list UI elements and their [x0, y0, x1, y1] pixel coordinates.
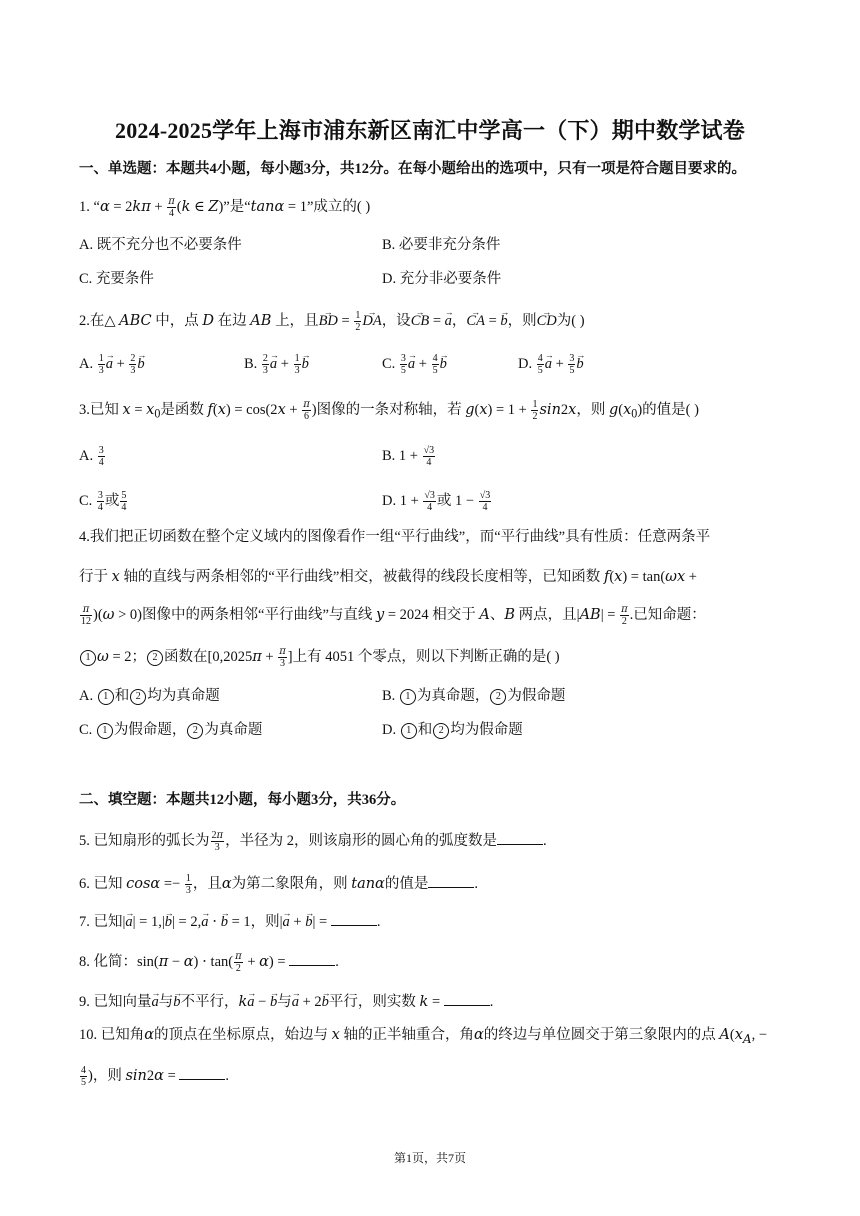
question-4-line-2: 行于 x 轴的直线与两条相邻的“平行曲线”相交，被截得的线段长度相等，已知函数 f(x) = tan(ωx + [79, 569, 697, 585]
q1-option-b[interactable]: B. 必要非充分条件 [382, 237, 501, 253]
question-4-line-3: $\frac{\pi}{12}$ )(ω > 0)图像中的两条相邻“平行曲线”与直线 y = 2024 相交于 A、B 两点，且|AB| = $\frac{\pi}{2}$ .已知命题： [81, 604, 706, 627]
question-10-line-1: 10. 已知角α的顶点在坐标原点，始边与 x 轴的正半轴重合，角α的终边与单位圆交于第三象限内的点 $A(x_A$, − [79, 1027, 768, 1046]
q3-option-b[interactable]: B. 1 + $\frac{√3}{4}$ [382, 445, 435, 468]
question-2: 2.在△ ABC 中，点 D 在边 AB 上，且→ BD = $\frac{1}{2}$ → DA，设→ CB = → a，→ CA = → b，则→ CD为( ) [79, 310, 585, 333]
q2-option-d[interactable]: D. $\frac{4}{5}$ → a + $\frac{3}{5}$ → b [518, 353, 584, 376]
question-7: 7. 已知|→ a| = 1,|→ b| = 2,→ a ⋅ → b = 1，则|→ a + → b| = . [79, 912, 380, 932]
q1-option-c[interactable]: C. 充要条件 [79, 271, 154, 287]
q1-option-a[interactable]: A. 既不充分也不必要条件 [79, 237, 242, 253]
question-1: 1. “α = 2kπ + $\frac{\pi}{4}$ (k ∈ Z)”是“tanα = 1”成立的( ) [79, 196, 371, 219]
q1-option-d[interactable]: D. 充分非必要条件 [382, 271, 502, 287]
q4-option-c[interactable]: C. 1 为假命题， 2 为真命题 [79, 722, 263, 738]
q4-option-b[interactable]: B. 1 为真命题， 2 为假命题 [382, 688, 566, 704]
section-fill-in-heading: 二、填空题：本题共12小题，每小题3分，共36分。 [79, 792, 406, 808]
question-10-line-2: $\frac{4}{5}$ )，则 sin2α = . [81, 1065, 229, 1088]
answer-blank[interactable] [179, 1067, 225, 1080]
question-8: 8. 化简：sin(π − α) ⋅ tan( $\frac{\pi}{2}$ + α) = . [79, 951, 339, 974]
q3-option-a[interactable]: A. $\frac{3}{4}$ [79, 445, 104, 468]
q2-option-c[interactable]: C. $\frac{3}{5}$ → a + $\frac{4}{5}$ → b [382, 353, 447, 376]
answer-blank[interactable] [497, 832, 543, 845]
page-footer: 第1页，共7页 [393, 1151, 466, 1165]
question-9: 9. 已知向量→ a与→ b不平行，k→ a − → b与→ a + 2→ b平行，则实数 k = . [79, 992, 493, 1012]
page-title: 2024-2025学年上海市浦东新区南汇中学高一（下）期中数学试卷 [115, 118, 745, 143]
question-6: 6. 已知 cosα =− $\frac{1}{3}$ ，且α为第二象限角，则 tanα的值是 . [79, 873, 478, 896]
question-5: 5. 已知扇形的弧长为 $\frac{2\pi}{3}$ ，半径为 2，则该扇形的圆心角的弧度数是 . [79, 830, 547, 853]
section-single-choice-heading: 一、单选题：本题共4小题，每小题3分，共12分。在每小题给出的选项中，只有一项是符合题目要求的。 [79, 161, 746, 177]
question-4-line-1: 4.我们把正切函数在整个定义域内的图像看作一组“平行曲线”，而“平行曲线”具有性质：任意两条平 [79, 529, 711, 545]
q2-option-b[interactable]: B. $\frac{2}{3}$ → a + $\frac{1}{3}$ → b [244, 353, 309, 376]
q2-option-a[interactable]: A. $\frac{1}{3}$ → a + $\frac{2}{3}$ → b [79, 353, 145, 376]
question-number: 1. [79, 198, 90, 215]
answer-blank[interactable] [428, 875, 474, 888]
question-3: 3.已知 $x = x_0$是函数 f(x) = cos(2x + $\frac{\pi}{6}$ )图像的一条对称轴，若 g(x) = 1 + $\frac{1}{2}$ sin2x，则 $g(x_0)$的值是( ) [79, 399, 699, 422]
q4-option-a[interactable]: A. 1 和 2 均为真命题 [79, 688, 220, 704]
question-4-line-4: 1 ω = 2； 2 函数在[0,2025π + $\frac{\pi}{3}$ ]上有 4051 个零点，则以下判断正确的是( ) [79, 646, 560, 669]
answer-blank[interactable] [331, 913, 377, 926]
answer-blank[interactable] [289, 953, 335, 966]
answer-blank[interactable] [444, 993, 490, 1006]
q4-option-d[interactable]: D. 1 和 2 均为假命题 [382, 722, 523, 738]
q3-option-c[interactable]: C. $\frac{3}{4}$ 或 $\frac{5}{4}$ [79, 490, 127, 513]
q3-option-d[interactable]: D. 1 + $\frac{√3}{4}$ 或 1 − $\frac{√3}{4}$ [382, 490, 491, 513]
